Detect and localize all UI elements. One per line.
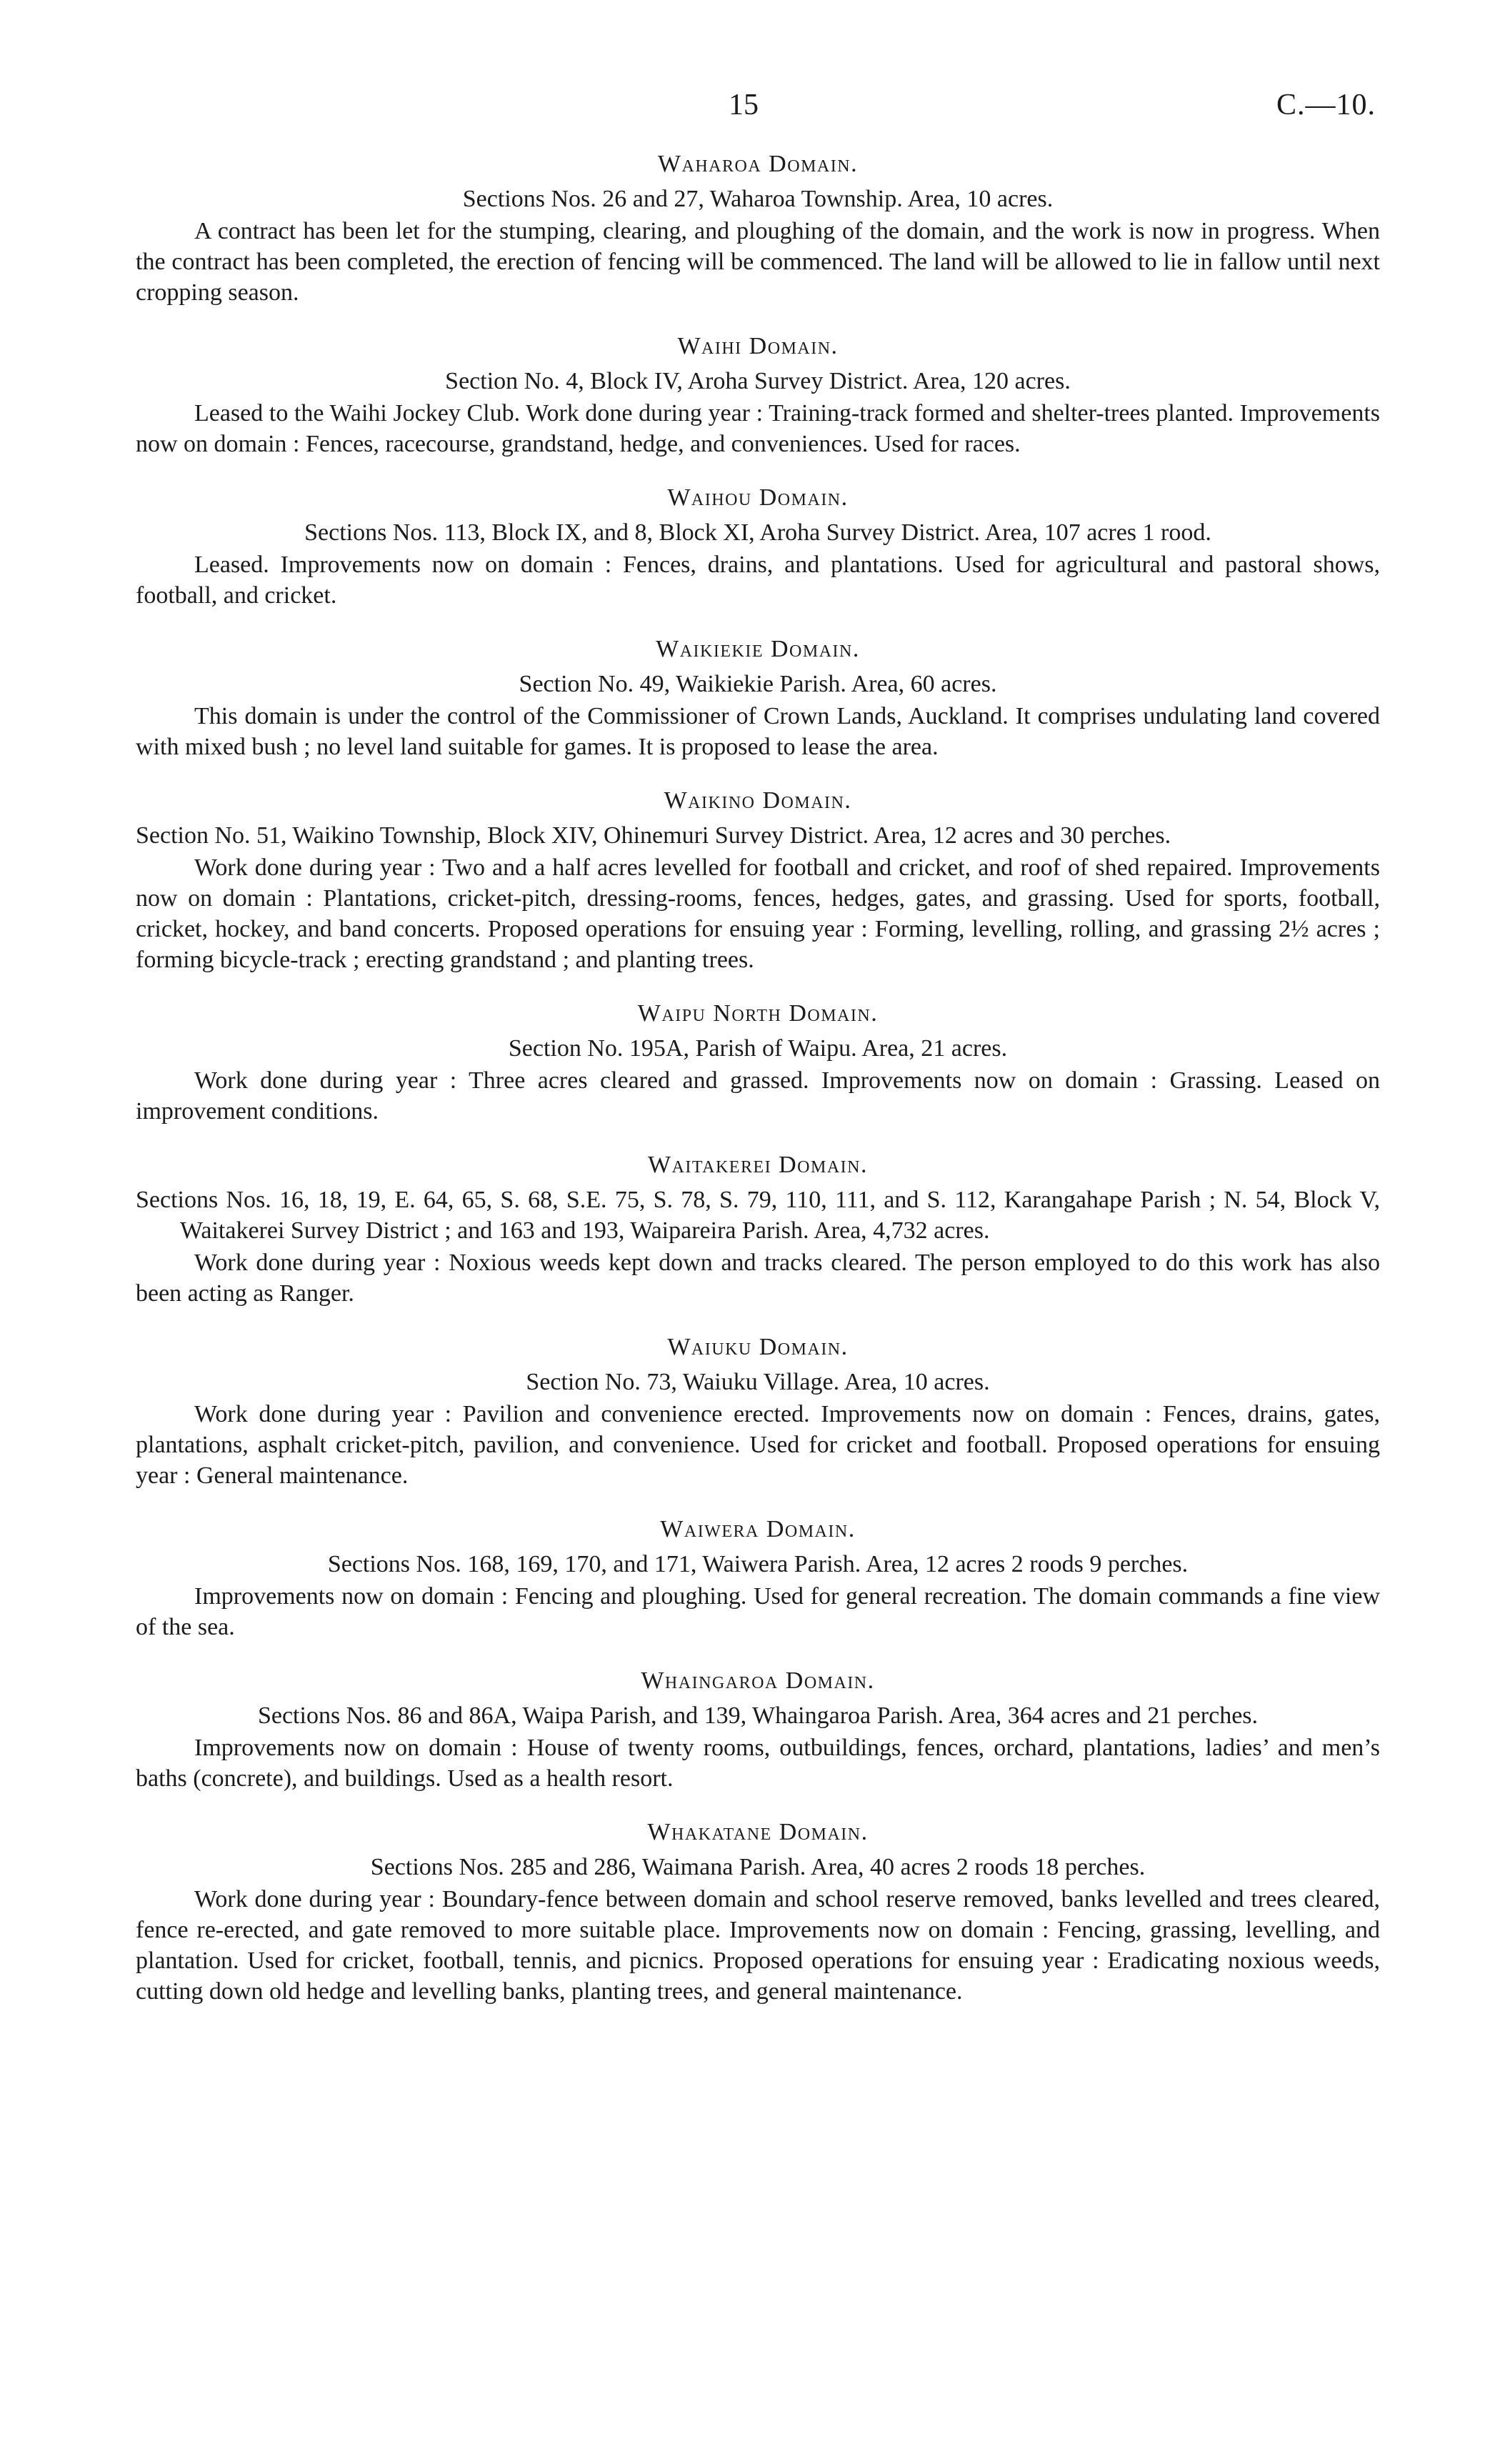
section-paragraph: Leased to the Waihi Jockey Club. Work done during year : Training-track formed and shelter-trees planted. Improvements now on domain : Fences, racecourse, grandstand, hedge, and conveniences. Used for races.	[136, 400, 1380, 457]
section-waipu-north-domain	[136, 998, 1380, 1127]
section-heading: Waitakerei Domain.	[647, 1152, 869, 1178]
section-paragraph: Leased. Improvements now on domain : Fences, drains, and plantations. Used for agricultural and pastoral shows, football, and cricket.	[136, 552, 1380, 609]
section-subheading: Sections Nos. 285 and 286, Waimana Parish. Area, 40 acres 2 roods 18 perches.	[370, 1854, 1146, 1880]
section-heading: Waikiekie Domain.	[656, 636, 860, 662]
section-heading: Waihou Domain.	[667, 484, 849, 511]
section-heading: Waikino Domain.	[664, 787, 852, 814]
section-subheading: Section No. 195A, Parish of Waipu. Area, 21 acres.	[508, 1035, 1008, 1062]
section-waikiekie-domain	[136, 634, 1380, 762]
section-whakatane-domain	[136, 1817, 1380, 2007]
section-waitakerei-domain	[136, 1149, 1380, 1309]
section-waiwera-domain	[136, 1514, 1380, 1642]
page-number: 15	[729, 89, 759, 121]
section-paragraph: Work done during year : Three acres cleared and grassed. Improvements now on domain : Grassing. Leased on improvement conditions.	[136, 1067, 1380, 1124]
section-waihi-domain	[136, 331, 1380, 459]
section-paragraph: Work done during year : Pavilion and convenience erected. Improvements now on domain : Fences, drains, gates, plantations, asphalt cricket-pitch, pavilion, and convenience. Used for cricket and football. Proposed operations for ensuing year : General maintenance.	[136, 1401, 1380, 1489]
section-subheading: Section No. 51, Waikino Township, Block XIV, Ohinemuri Survey District. Area, 12 acres and 30 perches.	[136, 822, 1171, 849]
section-paragraph: Work done during year : Noxious weeds kept down and tracks cleared. The person employed to do this work has also been acting as Ranger.	[136, 1250, 1380, 1307]
section-heading: Waiuku Domain.	[667, 1334, 849, 1360]
section-heading: Waiwera Domain.	[660, 1516, 856, 1542]
section-subheading: Sections Nos. 113, Block IX, and 8, Block XI, Aroha Survey District. Area, 107 acres 1 rood.	[304, 519, 1211, 546]
section-waikino-domain	[136, 785, 1380, 975]
page-body	[136, 149, 1380, 2030]
section-paragraph: This domain is under the control of the Commissioner of Crown Lands, Auckland. It comprises undulating land covered with mixed bush ; no level land suitable for games. It is proposed to lease the area.	[136, 703, 1380, 760]
section-subheading: Section No. 49, Waikiekie Parish. Area, 60 acres.	[519, 671, 997, 697]
section-paragraph: Work done during year : Two and a half acres levelled for football and cricket, and roof of shed repaired. Improvements now on domain : Plantations, cricket-pitch, dressing-rooms, fences, hedges, gates, and grassing. Used for sports, football, cricket, hockey, and band concerts. Proposed operations for ensuing year : Forming, levelling, rolling, and grassing 2½ acres ; forming bicycle-track ; erecting grandstand ; and planting trees.	[136, 854, 1380, 973]
section-subheading: Sections Nos. 168, 169, 170, and 171, Waiwera Parish. Area, 12 acres 2 roods 9 perches.	[327, 1551, 1189, 1577]
section-heading: Waihi Domain.	[677, 333, 839, 359]
section-subheading: Section No. 4, Block IV, Aroha Survey District. Area, 120 acres.	[445, 368, 1071, 394]
section-waihou-domain	[136, 482, 1380, 611]
section-subheading: Sections Nos. 16, 18, 19, E. 64, 65, S. 68, S.E. 75, S. 78, S. 79, 110, 111, and S. 112, Karangahape Parish ; N. 54, Block V, Waitakerei Survey District ; and 163 and 193, Waipareira Parish. Area, 4,732 acres.	[136, 1187, 1380, 1244]
section-waharoa-domain	[136, 149, 1380, 308]
section-heading: Waipu North Domain.	[637, 1000, 879, 1027]
section-heading: Waharoa Domain.	[657, 151, 859, 177]
section-subheading: Section No. 73, Waiuku Village. Area, 10 acres.	[526, 1369, 990, 1395]
section-paragraph: Improvements now on domain : House of twenty rooms, outbuildings, fences, orchard, plantations, ladies’ and men’s baths (concrete), and buildings. Used as a health resort.	[136, 1735, 1380, 1792]
section-heading: Whakatane Domain.	[647, 1819, 869, 1845]
section-subheading: Sections Nos. 26 and 27, Waharoa Township. Area, 10 acres.	[462, 186, 1054, 212]
section-heading: Whaingaroa Domain.	[641, 1667, 875, 1694]
section-subheading: Sections Nos. 86 and 86A, Waipa Parish, and 139, Whaingaroa Parish. Area, 364 acres and 21 perches.	[257, 1702, 1259, 1729]
page-reference: C.—10.	[1276, 89, 1376, 121]
section-whaingaroa-domain	[136, 1665, 1380, 1794]
section-paragraph: Improvements now on domain : Fencing and ploughing. Used for general recreation. The domain commands a fine view of the sea.	[136, 1583, 1380, 1640]
section-paragraph: A contract has been let for the stumping, clearing, and ploughing of the domain, and the work is now in progress. When the contract has been completed, the erection of fencing will be commenced. The land will be allowed to lie in fallow until next cropping season.	[136, 218, 1380, 306]
section-paragraph: Work done during year : Boundary-fence between domain and school reserve removed, banks levelled and trees cleared, fence re-erected, and gate removed to more suitable place. Improvements now on domain : Fencing, grassing, levelling, and plantation. Used for cricket, football, tennis, and picnics. Proposed operations for ensuing year : Eradicating noxious weeds, cutting down old hedge and levelling banks, planting trees, and general maintenance.	[136, 1886, 1380, 2005]
section-waiuku-domain	[136, 1332, 1380, 1491]
